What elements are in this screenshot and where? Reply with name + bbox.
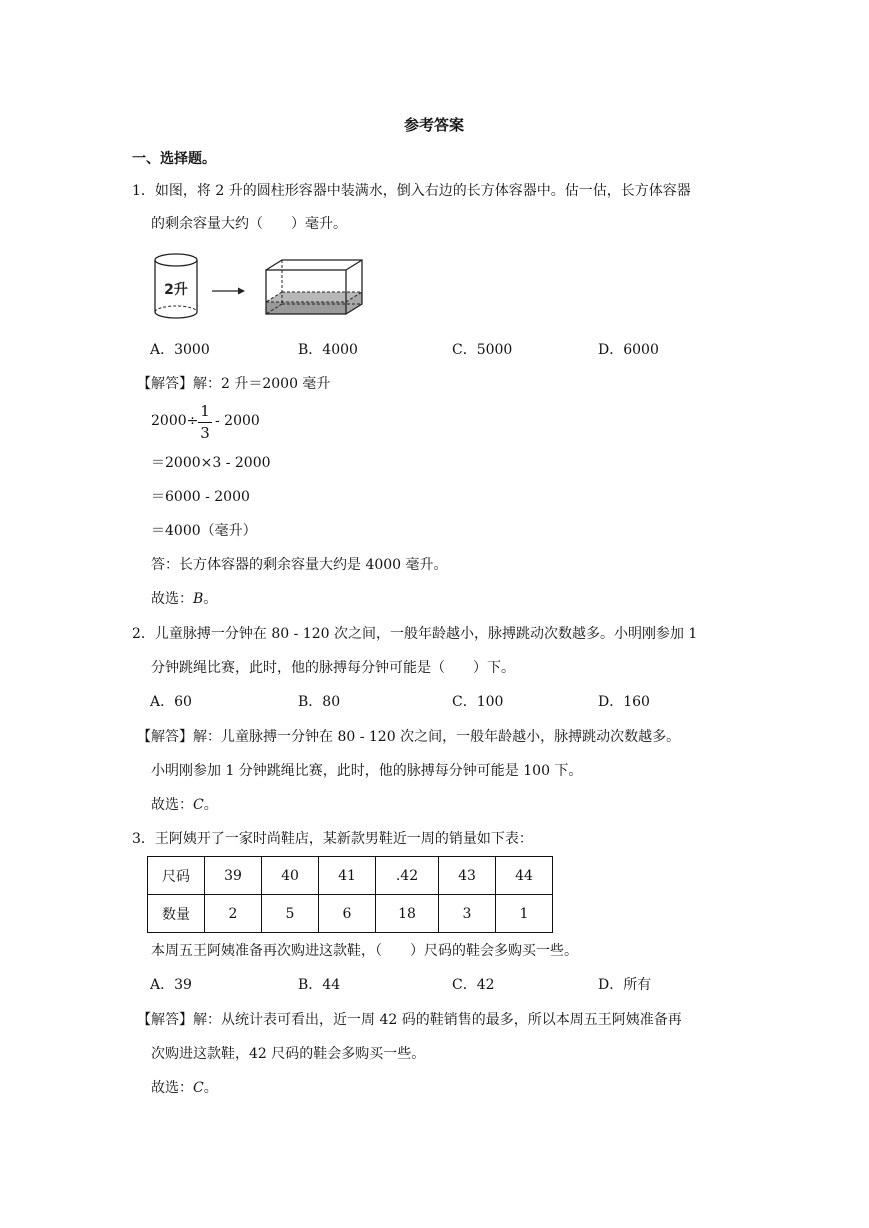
choice-letter: B (193, 591, 204, 607)
q3-line1: 3．王阿姨开了一家时尚鞋店，某新款男鞋近一周的销量如下表： (132, 831, 533, 847)
q2-choice (151, 798, 218, 812)
q3-answer-line1: 【解答】解：从统计表可看出，近一周 42 码的鞋销售的最多，所以本周五王阿姨准备再 (137, 1012, 682, 1028)
q2-option-a: A．60 (150, 694, 192, 710)
q1-step4: ＝4000（毫升） (151, 523, 257, 539)
q2-option-b: B．80 (298, 694, 341, 710)
choice-end: 。 (203, 591, 218, 607)
q1-option-a: A．3000 (150, 342, 210, 358)
table-cell: 5 (262, 895, 319, 933)
fraction-numerator: 1 (200, 402, 210, 420)
q1-answer-line1: 【解答】解：2 升＝2000 毫升 (137, 376, 331, 392)
arrow-icon (212, 288, 245, 295)
shoe-size-table (147, 856, 553, 933)
q1-step2: ＝2000×3 - 2000 (151, 455, 271, 471)
q1-line1: 1．如图，将 2 升的圆柱形容器中装满水，倒入右边的长方体容器中。估一估，长方体容器 (132, 183, 691, 199)
table-cell: 43 (439, 857, 496, 895)
q3-choice (151, 1081, 218, 1095)
cylinder-container (155, 254, 197, 318)
table-header-cell: 数量 (148, 895, 205, 933)
table-row (148, 857, 553, 895)
q2-answer-line2: 小明刚参加 1 分钟跳绳比赛，此时，他的脉搏每分钟可能是 100 下。 (151, 763, 583, 779)
fraction-denominator: 3 (200, 424, 210, 442)
q1-answer-text: 答：长方体容器的剩余容量大约是 4000 毫升。 (151, 557, 448, 573)
table-cell: 1 (496, 895, 553, 933)
choice-prefix: 故选： (151, 1080, 193, 1096)
q1-step3: ＝6000 - 2000 (151, 489, 250, 505)
table-cell: 40 (262, 857, 319, 895)
q3-option-b: B．44 (298, 977, 341, 993)
choice-letter: C (193, 797, 204, 813)
table-cell: 41 (319, 857, 376, 895)
cuboid-container (266, 260, 362, 314)
cylinder-label: 2升 (164, 282, 188, 298)
q1-option-d: D．6000 (598, 342, 659, 358)
q1-expr-prefix: 2000÷ (151, 413, 199, 429)
q1-expr-suffix: - 2000 (215, 413, 260, 429)
q2-option-c: C．100 (452, 694, 504, 710)
q3-option-d: D．所有 (598, 977, 652, 993)
choice-letter: C (193, 1080, 204, 1096)
table-cell: 6 (319, 895, 376, 933)
q1-figure (148, 250, 368, 322)
table-cell: .42 (376, 857, 439, 895)
table-cell: 3 (439, 895, 496, 933)
q2-line2: 分钟跳绳比赛，此时，他的脉搏每分钟可能是（ ）下。 (151, 660, 515, 676)
table-cell: 18 (376, 895, 439, 933)
q2-option-d: D．160 (598, 694, 650, 710)
q3-option-a: A．39 (150, 977, 192, 993)
q1-option-b: B．4000 (298, 342, 358, 358)
choice-prefix: 故选： (151, 797, 193, 813)
q1-line2: 的剩余容量大约（ ）毫升。 (151, 216, 347, 232)
q3-answer-line2: 次购进这款鞋，42 尺码的鞋会多购买一些。 (151, 1046, 426, 1062)
q1-fraction (198, 404, 212, 442)
choice-prefix: 故选： (151, 591, 193, 607)
fraction-bar (198, 422, 212, 423)
section-title: 一、选择题。 (132, 151, 216, 167)
table-cell: 2 (205, 895, 262, 933)
choice-end: 。 (203, 1080, 218, 1096)
table-cell: 44 (496, 857, 553, 895)
q1-choice (151, 592, 217, 606)
table-row (148, 895, 553, 933)
choice-end: 。 (203, 797, 218, 813)
page-title: 参考答案 (404, 116, 465, 134)
table-header-cell: 尺码 (148, 857, 205, 895)
q2-line1: 2．儿童脉搏一分钟在 80 - 120 次之间，一般年龄越小，脉搏跳动次数越多。小明刚参加 1 (132, 626, 698, 642)
q3-option-c: C．42 (452, 977, 495, 993)
q3-line2: 本周五王阿姨准备再次购进这款鞋，（ ）尺码的鞋会多购买一些。 (151, 943, 578, 959)
table-cell: 39 (205, 857, 262, 895)
q1-option-c: C．5000 (452, 342, 513, 358)
q2-answer-line1: 【解答】解：儿童脉搏一分钟在 80 - 120 次之间，一般年龄越小，脉搏跳动次数越多。 (137, 729, 681, 745)
